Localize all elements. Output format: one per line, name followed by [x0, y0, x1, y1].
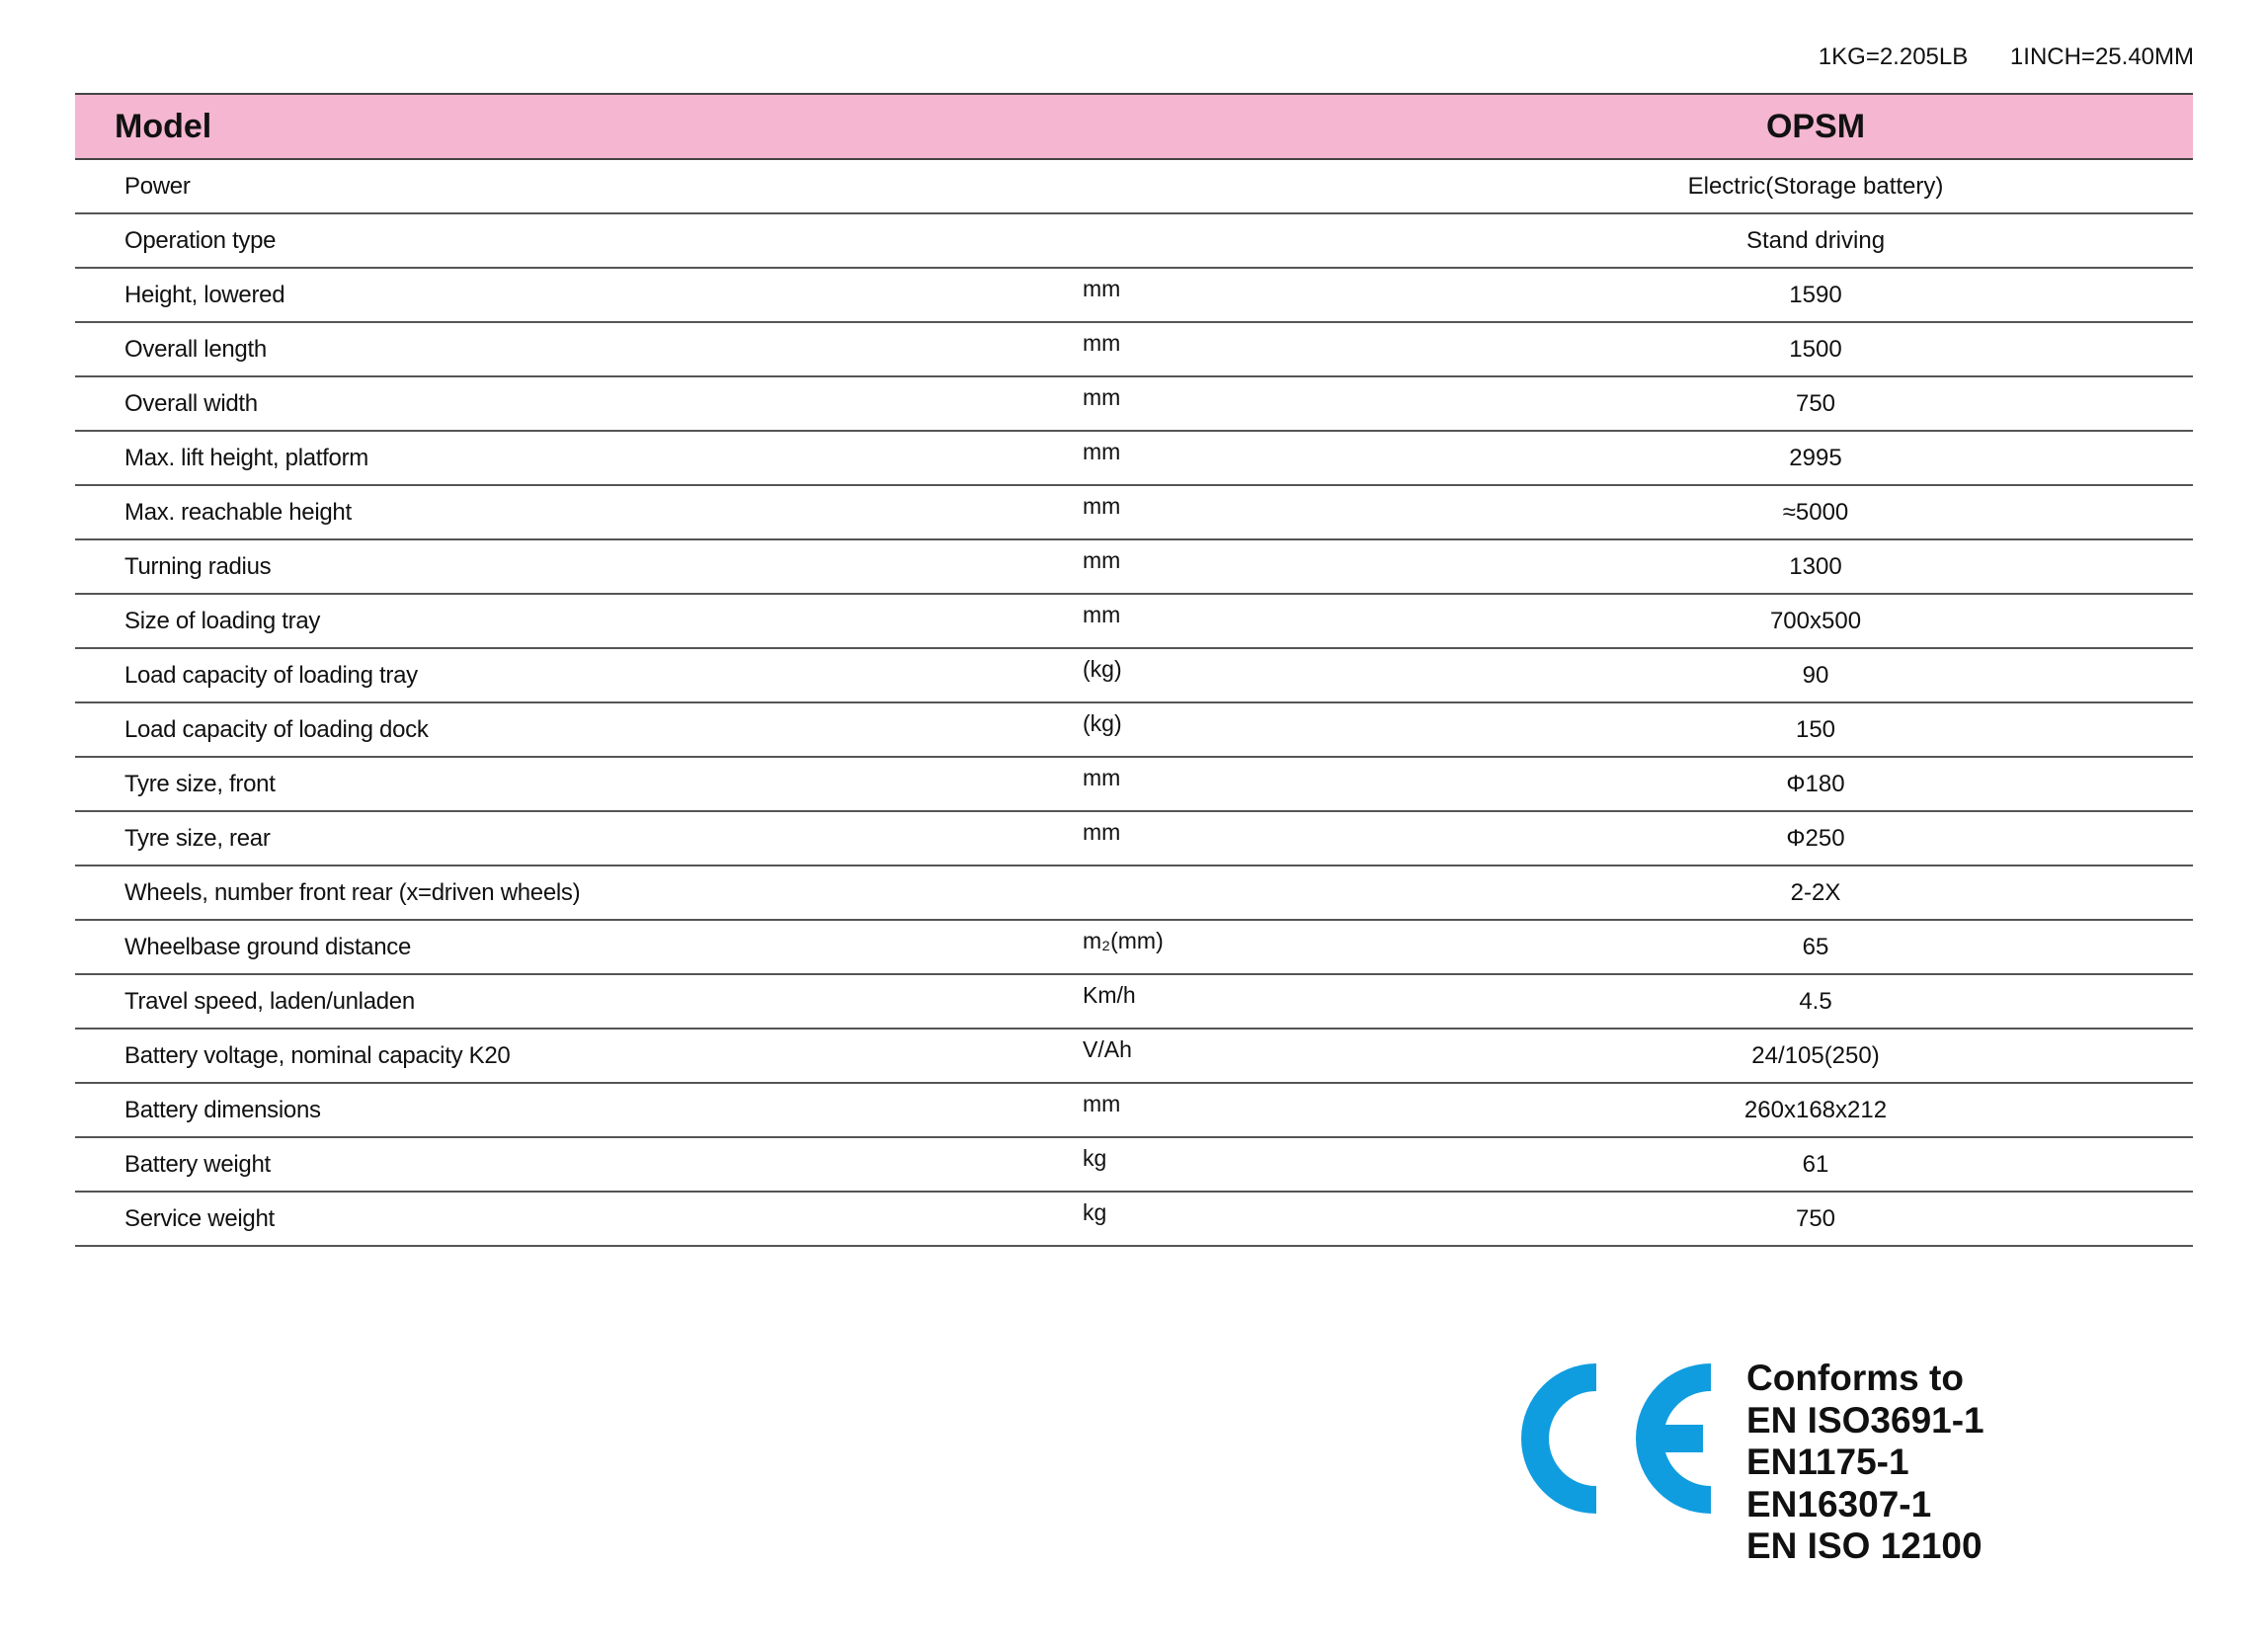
spec-unit-cell: [1083, 974, 1438, 1029]
spec-row: [75, 1137, 2193, 1192]
spec-unit-cell: [1083, 159, 1438, 213]
spec-label: Battery dimensions: [75, 1083, 1083, 1137]
spec-row: [75, 159, 2193, 213]
spec-value: Electric(Storage battery): [1438, 159, 2193, 213]
spec-value: 150: [1438, 702, 2193, 757]
spec-unit: (kg): [1083, 656, 1122, 682]
spec-label: Power: [75, 159, 1083, 213]
spec-value: 2-2X: [1438, 865, 2193, 920]
spec-unit: mm: [1083, 765, 1121, 790]
unit-conversion-note: [1819, 43, 2194, 71]
spec-value: 24/105(250): [1438, 1029, 2193, 1083]
spec-label: Load capacity of loading dock: [75, 702, 1083, 757]
spec-value: 750: [1438, 1192, 2193, 1246]
spec-unit-cell: [1083, 213, 1438, 268]
spec-label: Wheels, number front rear (x=driven wheels): [75, 865, 1083, 920]
spec-row: [75, 865, 2193, 920]
spec-label: Operation type: [75, 213, 1083, 268]
spec-unit-cell: [1083, 376, 1438, 431]
spec-unit: mm: [1083, 1091, 1121, 1116]
conformity-line: EN1175-1: [1746, 1442, 1909, 1482]
spec-row: [75, 757, 2193, 811]
spec-unit: m₂(mm): [1083, 928, 1164, 953]
spec-unit-cell: [1083, 1029, 1438, 1083]
spec-row: [75, 376, 2193, 431]
conformity-line: EN ISO 12100: [1746, 1525, 1983, 1566]
spec-value: 260x168x212: [1438, 1083, 2193, 1137]
spec-unit: mm: [1083, 547, 1121, 573]
conformity-line: EN16307-1: [1746, 1483, 1932, 1524]
spec-row: [75, 1192, 2193, 1246]
spec-unit-cell: [1083, 594, 1438, 648]
weight-conversion: 1KG=2.205LB: [1818, 43, 1969, 70]
spec-value: Φ250: [1438, 811, 2193, 865]
spec-row: [75, 268, 2193, 322]
spec-label: Turning radius: [75, 539, 1083, 594]
spec-label: Load capacity of loading tray: [75, 648, 1083, 702]
spec-unit-cell: [1083, 757, 1438, 811]
spec-row: [75, 1029, 2193, 1083]
spec-value: 1300: [1438, 539, 2193, 594]
spec-row: [75, 485, 2193, 539]
spec-unit: kg: [1083, 1145, 1107, 1171]
spec-value: 90: [1438, 648, 2193, 702]
spec-unit-cell: [1083, 539, 1438, 594]
spec-row: [75, 594, 2193, 648]
spec-label: Height, lowered: [75, 268, 1083, 322]
spec-unit-cell: [1083, 1192, 1438, 1246]
spec-unit-cell: [1083, 268, 1438, 322]
ce-mark-e: [1636, 1363, 1711, 1514]
spec-unit: V/Ah: [1083, 1036, 1132, 1062]
spec-unit: mm: [1083, 384, 1121, 410]
spec-value: 1590: [1438, 268, 2193, 322]
spec-unit-cell: [1083, 1137, 1438, 1192]
spec-label: Wheelbase ground distance: [75, 920, 1083, 974]
spec-table: [75, 93, 2193, 1247]
spec-row: [75, 431, 2193, 485]
spec-value: Stand driving: [1438, 213, 2193, 268]
spec-unit-cell: [1083, 485, 1438, 539]
conformity-line: Conforms to: [1746, 1358, 1964, 1398]
spec-value: 2995: [1438, 431, 2193, 485]
spec-label: Max. lift height, platform: [75, 431, 1083, 485]
spec-unit: kg: [1083, 1199, 1107, 1225]
spec-row: [75, 920, 2193, 974]
spec-table-body: [75, 159, 2193, 1246]
spec-value: 4.5: [1438, 974, 2193, 1029]
spec-table-header: [75, 94, 2193, 159]
spec-unit: Km/h: [1083, 982, 1136, 1008]
spec-value: Φ180: [1438, 757, 2193, 811]
spec-label: Battery voltage, nominal capacity K20: [75, 1029, 1083, 1083]
ce-mark-c: [1521, 1363, 1596, 1514]
model-label: Model: [75, 94, 1438, 159]
model-value: OPSM: [1438, 94, 2193, 159]
spec-label: Overall length: [75, 322, 1083, 376]
spec-value: 65: [1438, 920, 2193, 974]
spec-label: Battery weight: [75, 1137, 1083, 1192]
length-conversion: 1INCH=25.40MM: [2009, 43, 2194, 70]
spec-label: Service weight: [75, 1192, 1083, 1246]
spec-unit-cell: [1083, 865, 1438, 920]
spec-unit-cell: [1083, 702, 1438, 757]
spec-row: [75, 1083, 2193, 1137]
spec-unit-cell: [1083, 811, 1438, 865]
spec-row: [75, 811, 2193, 865]
spec-unit: mm: [1083, 602, 1121, 627]
spec-row: [75, 648, 2193, 702]
spec-label: Tyre size, rear: [75, 811, 1083, 865]
conformity-line: EN ISO3691-1: [1746, 1399, 1984, 1441]
spec-row: [75, 213, 2193, 268]
spec-unit-cell: [1083, 920, 1438, 974]
spec-unit: mm: [1083, 330, 1121, 356]
spec-unit: mm: [1083, 276, 1121, 301]
spec-row: [75, 974, 2193, 1029]
spec-unit-cell: [1083, 322, 1438, 376]
spec-unit: mm: [1083, 493, 1121, 519]
ce-mark-icon: [1519, 1360, 1717, 1518]
spec-unit-cell: [1083, 1083, 1438, 1137]
spec-value: ≈5000: [1438, 485, 2193, 539]
spec-unit: (kg): [1083, 710, 1122, 736]
spec-value: 700x500: [1438, 594, 2193, 648]
spec-unit-cell: [1083, 431, 1438, 485]
spec-unit: mm: [1083, 819, 1121, 845]
spec-unit-cell: [1083, 648, 1438, 702]
spec-value: 61: [1438, 1137, 2193, 1192]
spec-label: Tyre size, front: [75, 757, 1083, 811]
spec-label: Travel speed, laden/unladen: [75, 974, 1083, 1029]
spec-row: [75, 322, 2193, 376]
spec-row: [75, 539, 2193, 594]
conformity-statement: [1746, 1358, 1984, 1568]
spec-label: Overall width: [75, 376, 1083, 431]
spec-label: Size of loading tray: [75, 594, 1083, 648]
spec-unit: mm: [1083, 439, 1121, 464]
spec-label: Max. reachable height: [75, 485, 1083, 539]
spec-row: [75, 702, 2193, 757]
spec-value: 750: [1438, 376, 2193, 431]
spec-value: 1500: [1438, 322, 2193, 376]
